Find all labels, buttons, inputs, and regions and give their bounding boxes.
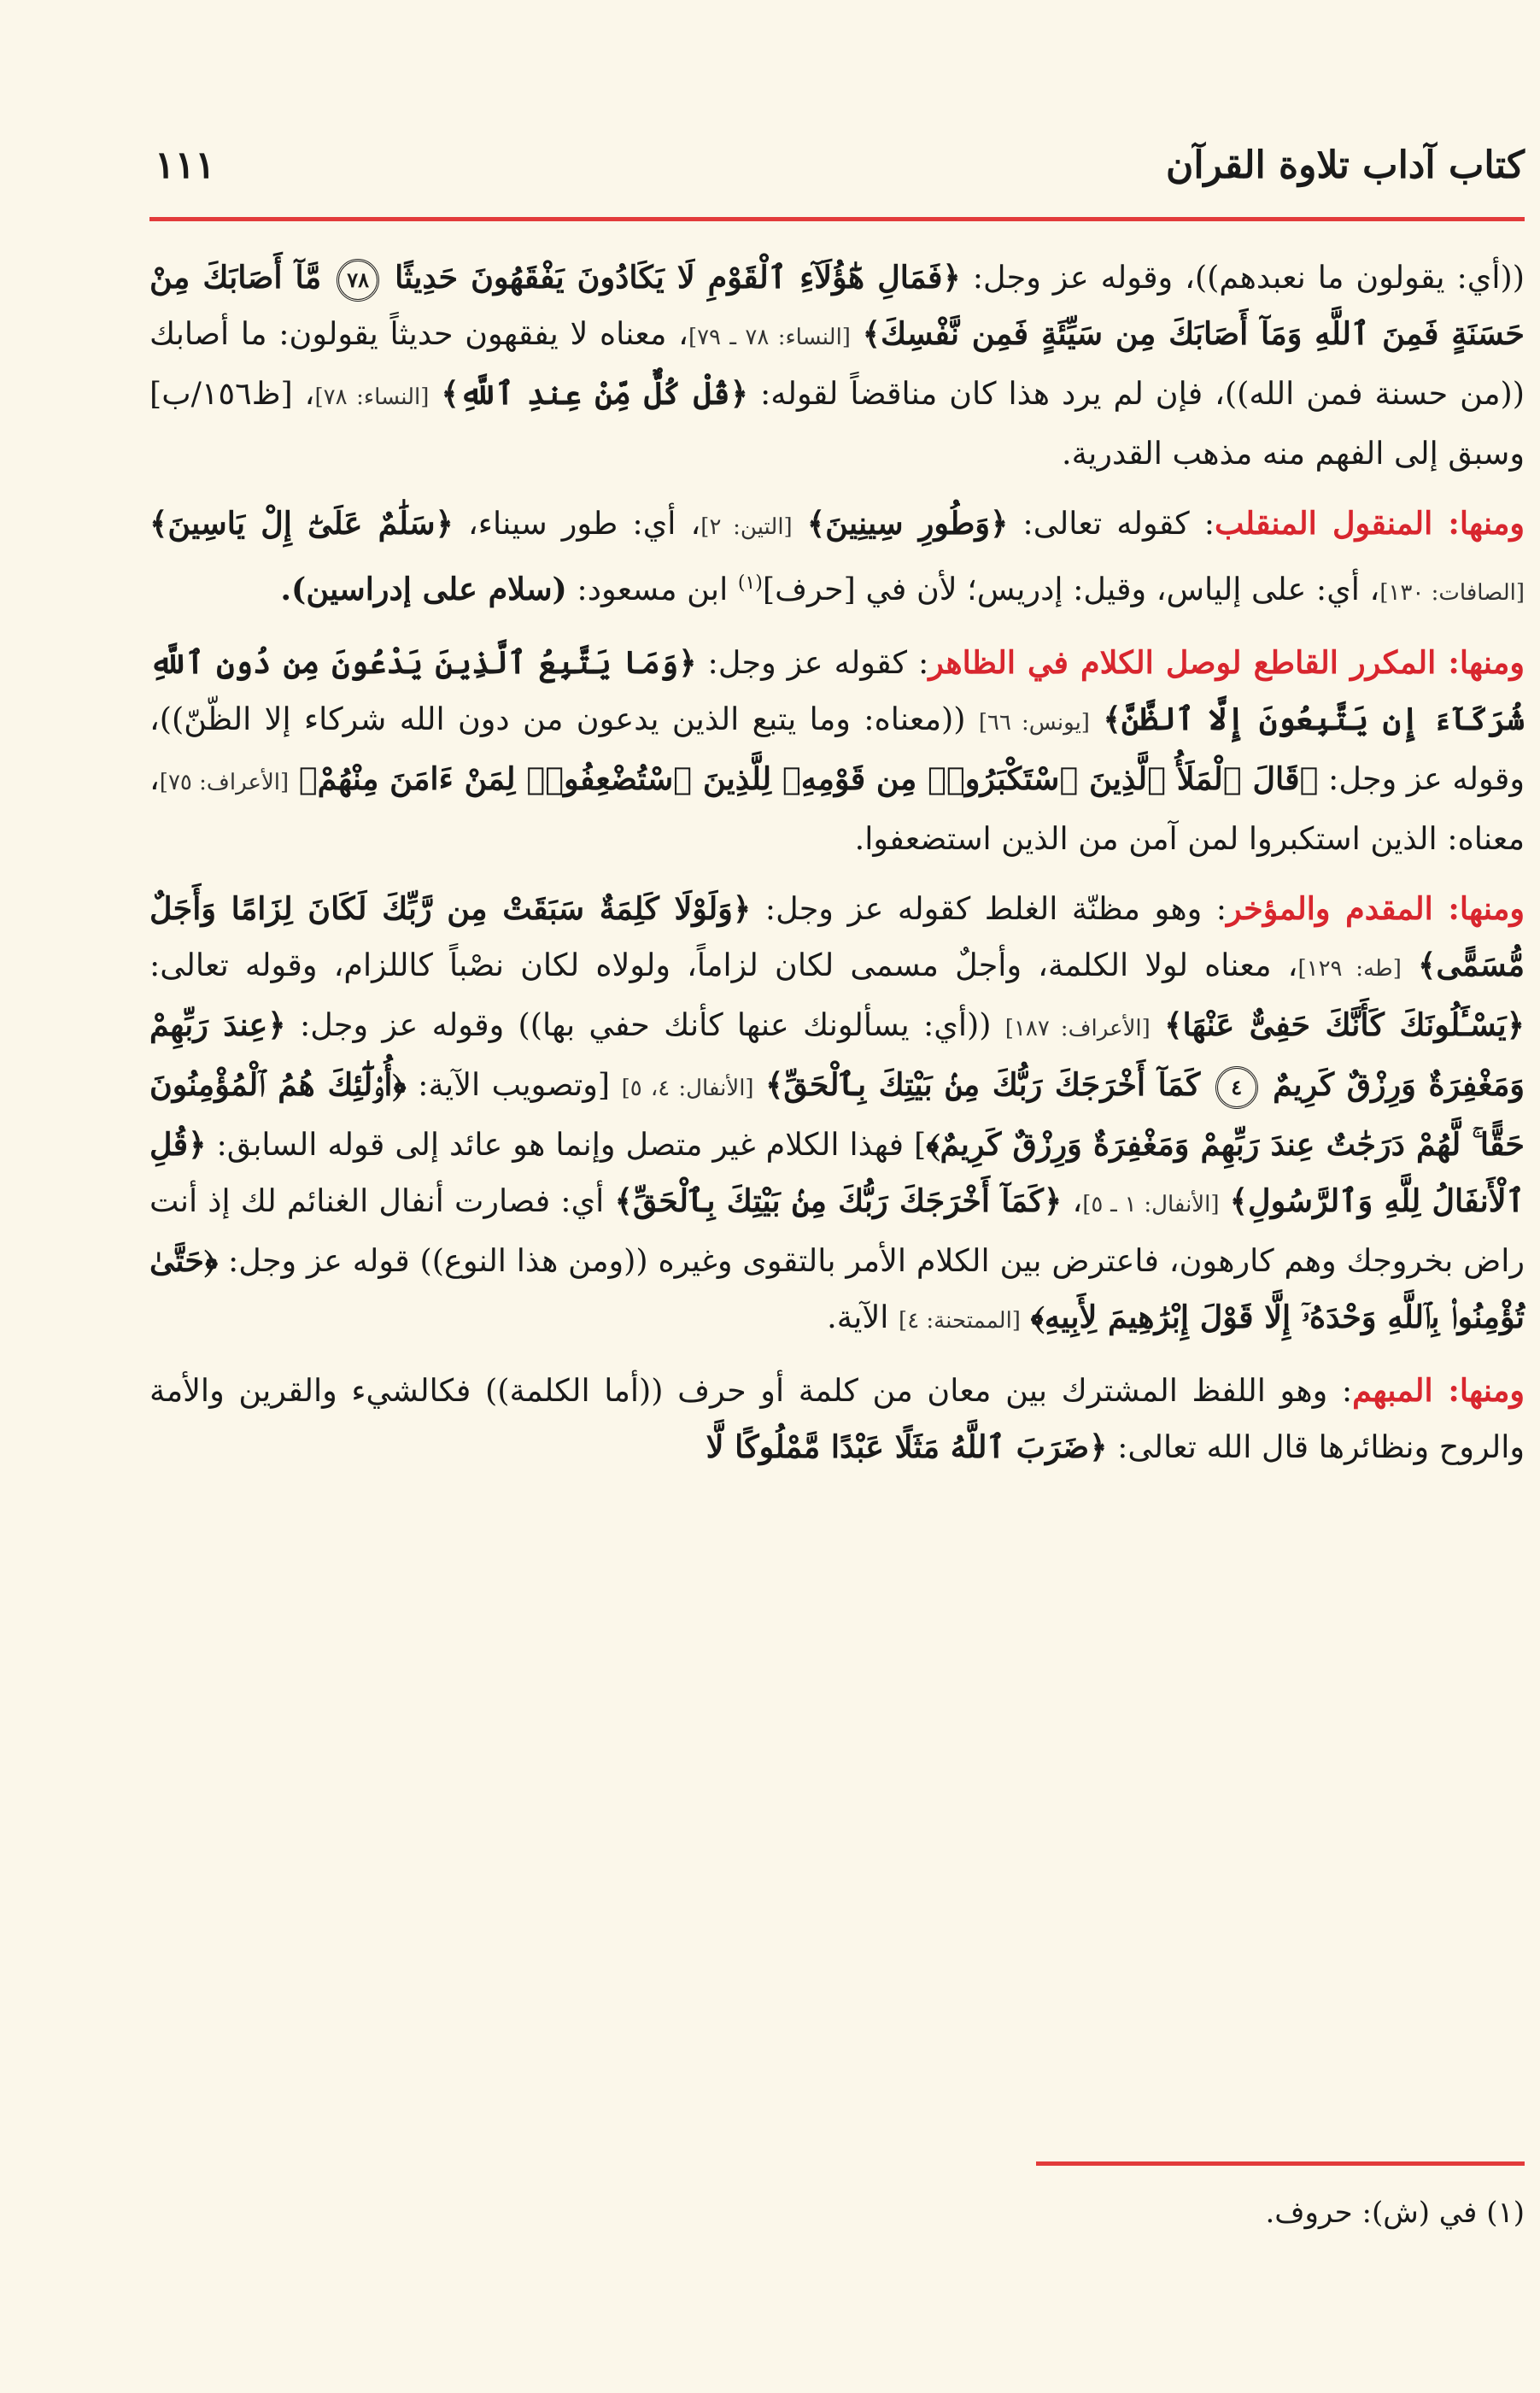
verse-reference: [يونس: ٦٦] [978, 710, 1090, 736]
header-rule [149, 217, 1525, 221]
verse-reference: [الأنفال: ٤، ٥] [621, 1076, 754, 1102]
quran-verse: ﴿قَالَ ٱلْمَلَأُ ٱلَّذِينَ ٱسْتَكْبَرُوا۟ مِن قَوْمِهِۦ لِلَّذِينَ ٱسْتُضْعِفُوا۟ لِمَنْ ءَامَنَ مِنْهُمْ﴾ [298, 760, 1319, 798]
text-run: [وتصويب الآية: [406, 1066, 622, 1104]
paragraph-5 [149, 1363, 1525, 1475]
text-run: ، [ظ١٥٦/ب] وسبق إلى الفهم منه مذهب القدرية. [149, 375, 1525, 472]
text-run: : كقوله عز وجل: [696, 644, 929, 682]
verse-reference: [الممتحنة: ٤] [899, 1308, 1021, 1334]
text-run: أي: فصارت أنفال الغنائم لك إذ أنت راض بخروجك وهم كارهون، فاعترض بين الكلام الأمر بالتقوى وغيره ((ومن هذا النوع)) قوله عز وجل: [149, 1182, 1525, 1280]
body-text [149, 249, 1525, 1475]
footnote: (١) في (ش): حروف. [1265, 2196, 1525, 2230]
verse-reference: [النساء: ٧٨ ـ ٧٩] [688, 325, 851, 350]
paragraph-4 [149, 881, 1525, 1349]
section-heading: ومنها: المبهم [1352, 1372, 1525, 1410]
ayah-number-marker: ٤ [1215, 1066, 1258, 1109]
quran-verse: ﴿سَلَٰمٌ عَلَىٰٓ إِلْ يَاسِينَ﴾ [149, 505, 454, 542]
text-run: : وهو اللفظ المشترك بين معان من كلمة أو حرف ((أما الكلمة)) فكالشيء والقرين والأمة والروح ونظائرها قال الله تعالى: [149, 1372, 1525, 1466]
section-heading: ومنها: المنقول المنقلب [1215, 505, 1525, 542]
quran-verse: ﴿ضَرَبَ ٱللَّهُ مَثَلًا عَبْدًا مَّمْلُوكًا لَّا [706, 1428, 1108, 1466]
quran-verse: ﴿كَمَآ أَخْرَجَكَ رَبُّكَ مِنۢ بَيْتِكَ بِٱلْحَقِّ﴾ [614, 1182, 1063, 1220]
footnote-marker: (١) [737, 572, 763, 594]
quran-verse: ﴿يَسْـَٔلُونَكَ كَأَنَّكَ حَفِىٌّ عَنْهَا﴾ [1164, 1006, 1525, 1044]
footnote-rule [1036, 2161, 1525, 2166]
text-run: ((أي: يسألونك عنها كأنك حفي بها)) وقوله عز وجل: [285, 1006, 1005, 1044]
text-run: ((معناه: وما يتبع الذين يدعون من دون الله شركاء إلا الظّنّ))، وقوله عز وجل: [149, 701, 1525, 798]
verse-reference: [الأعراف: ٧٥] [159, 770, 290, 796]
paragraph-1 [149, 249, 1525, 482]
text-run: ، أي: على إلياس، وقيل: إدريس؛ لأن في [حرف] [762, 571, 1380, 608]
verse-reference: [الصافات: ١٣٠] [1379, 580, 1525, 607]
verse-reference: [النساء: ٧٨] [314, 384, 430, 410]
quran-verse: كَمَآ أَخْرَجَكَ رَبُّكَ مِنۢ بَيْتِكَ بِٱلْحَقِّ﴾ [765, 1066, 1201, 1104]
verse-reference: [الأنفال: ١ ـ ٥] [1082, 1192, 1220, 1218]
quran-verse: مَّآ أَصَابَكَ مِنْ حَسَنَةٍ فَمِنَ ٱللَّهِ وَمَآ أَصَابَكَ مِن سَيِّئَةٍ فَمِن نَّفْسِكَ﴾ [149, 259, 1525, 352]
paragraph-2 [149, 496, 1525, 621]
text-run: ابن مسعود: [566, 571, 738, 608]
quran-verse: ﴿حَتَّىٰ تُؤْمِنُوا۟ بِٱللَّهِ وَحْدَهُۥٓ إِلَّا قَوْلَ إِبْرَٰهِيمَ لِأَبِيهِ﴾ [149, 1242, 1525, 1336]
verse-reference: [طه: ١٢٩] [1297, 956, 1402, 982]
quran-verse: ﴿قُلْ كُلٌّ مِّنْ عِندِ ٱللَّهِ﴾ [441, 375, 749, 412]
quran-verse: ﴿فَمَالِ هَٰٓؤُلَآءِ ٱلْقَوْمِ لَا يَكَادُونَ يَفْقَهُونَ حَدِيثًا [395, 259, 961, 296]
page-header [149, 128, 1525, 222]
verse-reference: [التين: ٢] [700, 514, 793, 540]
page [149, 128, 1525, 2230]
text-run: ((أي: يقولون ما نعبدهم))، وقوله عز وجل: [960, 259, 1525, 296]
bold-quote: (سلام على إدراسين). [280, 571, 567, 608]
book-title: كتاب آداب تلاوة القرآن [1166, 144, 1525, 187]
page-number: ١١١ [155, 144, 215, 187]
quran-verse: ﴿وَطُورِ سِينِينَ﴾ [806, 505, 1009, 542]
text-run: ، معناه: الذين استكبروا لمن آمن من الذين استضعفوا. [149, 760, 1525, 858]
ayah-number-marker: ٧٨ [337, 259, 379, 302]
text-run: ، معناه لا يفقهون حديثاً يقولون: ما أصابك ((من حسنة فمن الله))، فإن لم يرد هذا كان مناقضاً لقوله: [149, 315, 1525, 412]
quran-verse: ﴿قُلِ ٱلْأَنفَالُ لِلَّهِ وَٱلرَّسُولِ﴾ [149, 1126, 1525, 1220]
quran-verse: ﴿وَلَوْلَا كَلِمَةٌ سَبَقَتْ مِن رَّبِّكَ لَكَانَ لِزَامًا وَأَجَلٌ مُّسَمًّى﴾ [149, 890, 1525, 984]
text-run: ، [1062, 1182, 1083, 1220]
verse-reference: [الأعراف: ١٨٧] [1004, 1016, 1151, 1042]
section-heading: ومنها: المقدم والمؤخر [1227, 890, 1525, 928]
text-run: : كقوله تعالى: [1008, 505, 1215, 542]
text-run: : وهو مظنّة الغلط كقوله عز وجل: [751, 890, 1227, 928]
text-run: ] فهذا الكلام غير متصل وإنما هو عائد إلى قوله السابق: [206, 1126, 927, 1164]
text-run: ، معناه لولا الكلمة، وأجلٌ مسمى لكان لزاماً، ولولاه لكان نصْباً كاللزام، وقوله تعالى: [149, 947, 1298, 984]
quran-verse: ﴿وَمَا يَتَّبِعُ ٱلَّذِينَ يَدْعُونَ مِن دُونِ ٱللَّهِ شُرَكَآءَ إِن يَتَّبِعُونَ إِلَّا ٱلظَّنَّ﴾ [149, 644, 1525, 738]
section-heading: ومنها: المكرر القاطع لوصل الكلام في الظاهر [928, 644, 1525, 682]
text-run: الآية. [827, 1299, 899, 1336]
paragraph-3 [149, 635, 1525, 867]
quran-verse: ﴿أُو۟لَٰٓئِكَ هُمُ ٱلْمُؤْمِنُونَ حَقًّا ۚ لَّهُمْ دَرَجَٰتٌ عِندَ رَبِّهِمْ وَمَغْفِرَةٌ وَرِزْقٌ كَرِيمٌ﴾ [149, 1066, 1525, 1164]
quran-verse: ﴿عِندَ رَبِّهِمْ وَمَغْفِرَةٌ وَرِزْقٌ كَرِيمٌ [149, 1006, 1525, 1104]
text-run: ، أي: طور سيناء، [453, 505, 701, 542]
